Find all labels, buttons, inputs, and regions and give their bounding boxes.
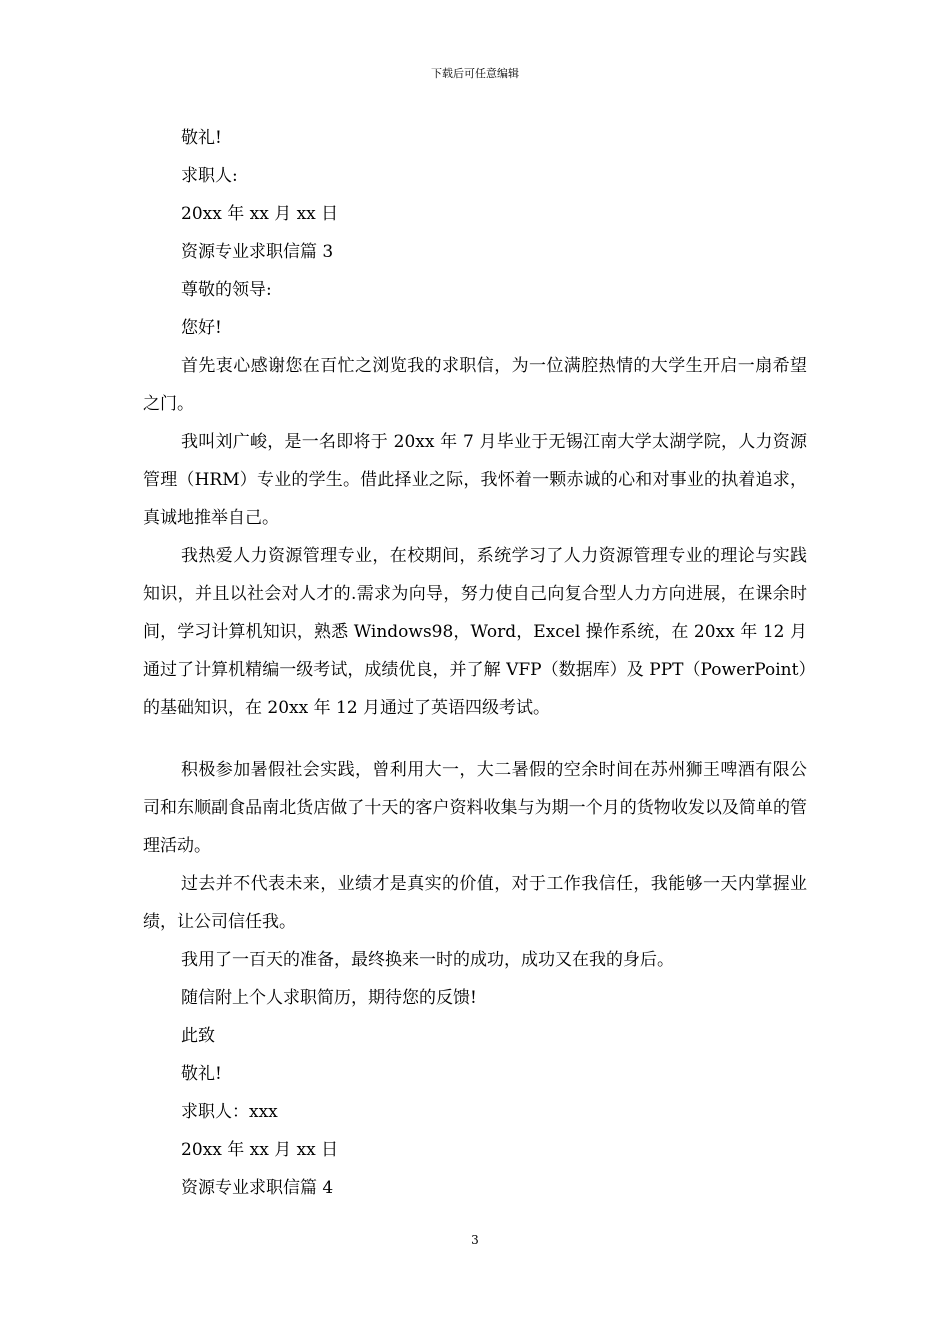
salutation-closing: 敬礼! xyxy=(181,128,222,148)
greeting-addressee: 尊敬的领导: xyxy=(181,280,272,300)
paragraph-future: 过去并不代表未来，业绩才是真实的价值，对于工作我信任，我能够一天内掌握业绩，让公司信任我。 xyxy=(143,874,807,932)
paragraph-introduction: 我叫刘广峻，是一名即将于 20xx 年 7 月毕业于无锡江南大学太湖学院，人力资源管理（HRM）专业的学生。借此择业之际，我怀着一颗赤诚的心和对事业的执着追求，真诚地推举自己。 xyxy=(143,432,807,528)
next-section-title: 资源专业求职信篇 4 xyxy=(181,1178,334,1198)
document-body xyxy=(143,119,807,1207)
paragraph-practice: 积极参加暑假社会实践，曾利用大一，大二暑假的空余时间在苏州狮王啤酒有限公司和东顺副食品南北货店做了十天的客户资料收集与为期一个月的货物收发以及简单的管理活动。 xyxy=(143,760,807,856)
closing-phrase: 此致 xyxy=(181,1026,215,1046)
resume-attached-line: 随信附上个人求职简历，期待您的反馈! xyxy=(181,988,477,1008)
section-title: 资源专业求职信篇 3 xyxy=(181,242,334,262)
page-header: 下载后可任意编辑 xyxy=(431,67,519,80)
applicant-signature: 求职人：xxx xyxy=(181,1102,278,1122)
paragraph-gap xyxy=(143,727,807,751)
paragraph-thanks: 首先衷心感谢您在百忙之浏览我的求职信，为一位满腔热情的大学生开启一扇希望之门。 xyxy=(143,356,807,414)
preparation-line: 我用了一百天的准备，最终换来一时的成功，成功又在我的身后。 xyxy=(181,950,674,970)
greeting-hello: 您好! xyxy=(181,318,222,338)
applicant-label: 求职人: xyxy=(181,166,238,186)
signature-date: 20xx 年 xx 月 xx 日 xyxy=(181,1140,339,1160)
closing-salute: 敬礼! xyxy=(181,1064,222,1084)
date-line: 20xx 年 xx 月 xx 日 xyxy=(181,204,339,224)
paragraph-studies: 我热爱人力资源管理专业，在校期间，系统学习了人力资源管理专业的理论与实践知识，并且以社会对人才的.需求为向导，努力使自己向复合型人力方向进展，在课余时间，学习计算机知识，熟悉 Windows98，Word，Excel 操作系统，在 20xx 年 12 月通过了计算机精编一级考试，成绩优良，并了解 VFP（数据库）及 PPT（PowerPoint）的基础知识，在 20xx 年 12 月通过了英语四级考试。 xyxy=(143,546,807,718)
page-number: 3 xyxy=(471,1233,479,1247)
